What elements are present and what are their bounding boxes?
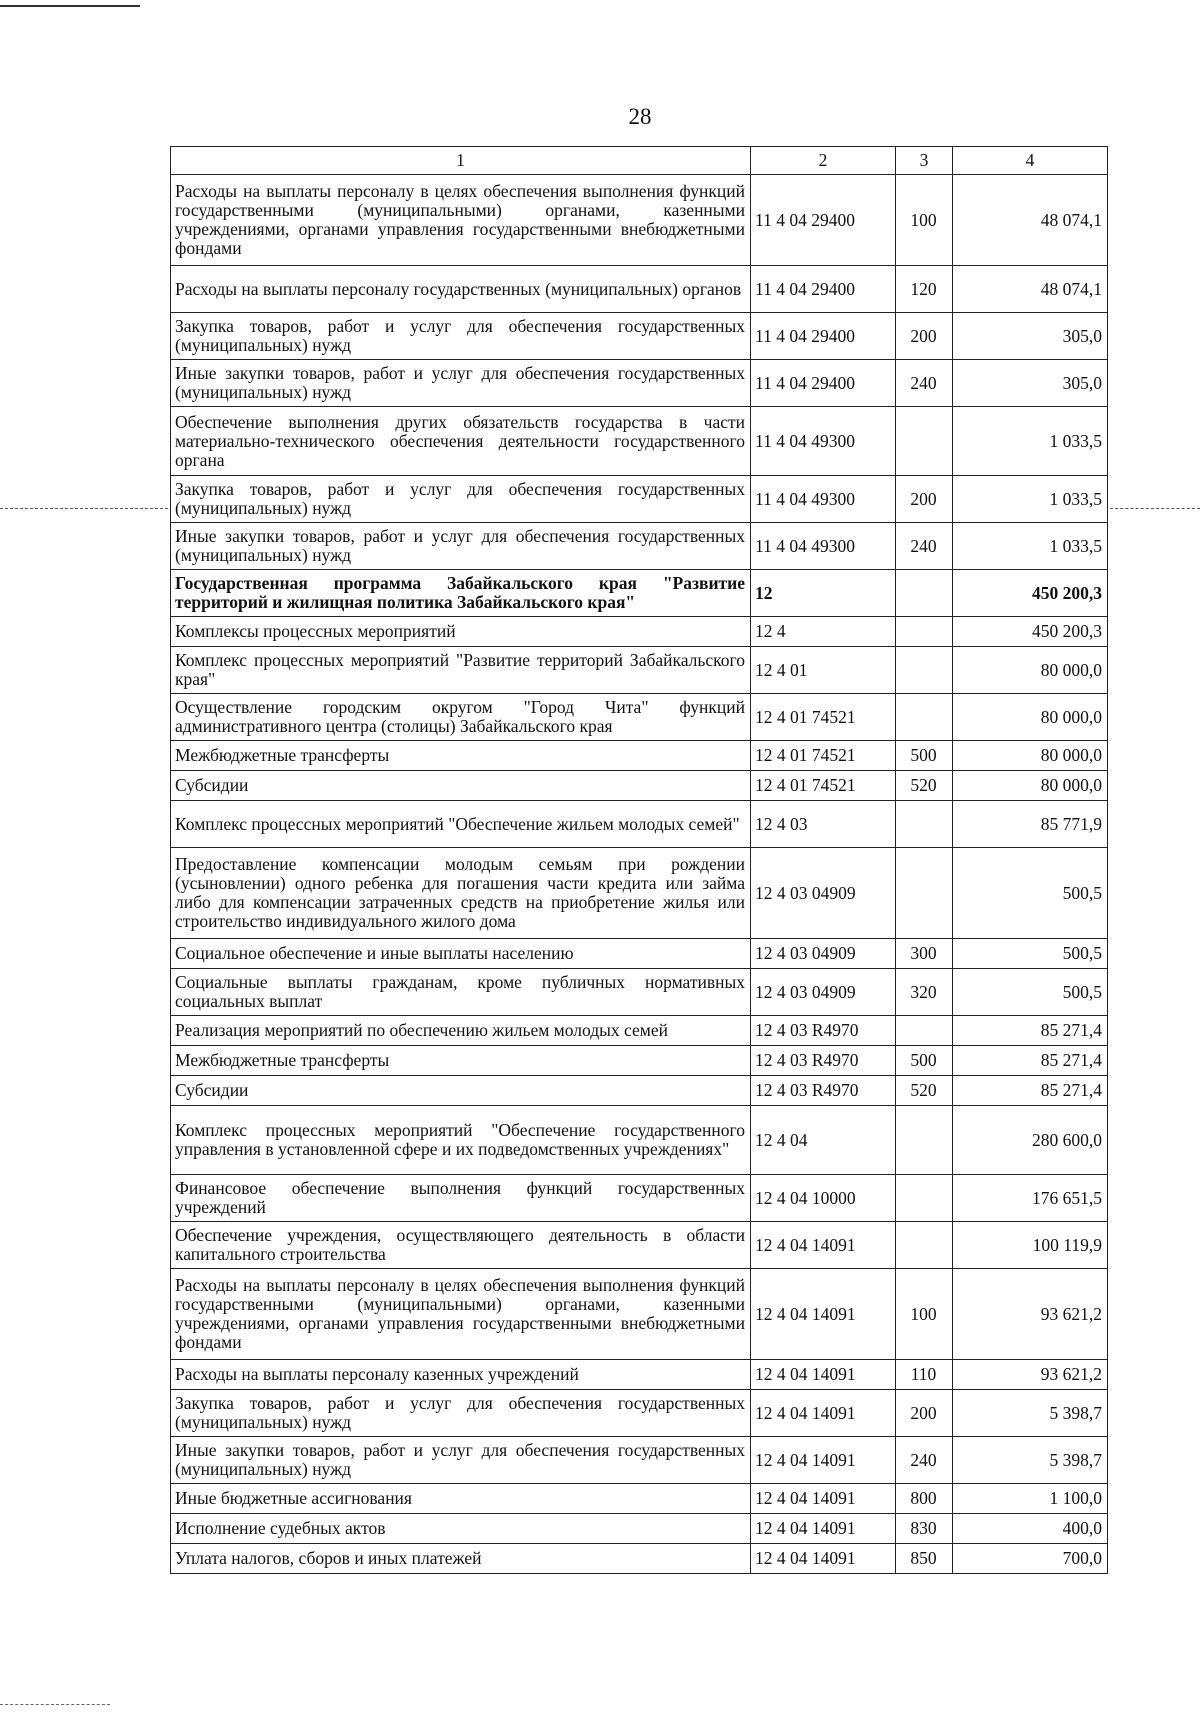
row-amount-cell: 5 398,7 (953, 1437, 1108, 1484)
row-code-cell: 12 4 01 74521 (751, 771, 896, 801)
row-code-cell: 12 4 04 10000 (751, 1175, 896, 1222)
row-amount-cell: 80 000,0 (953, 771, 1108, 801)
row-amount-cell: 80 000,0 (953, 694, 1108, 741)
row-code-cell: 12 4 03 04909 (751, 939, 896, 969)
row-code-cell: 12 4 03 R4970 (751, 1016, 896, 1046)
row-code-cell: 11 4 04 49300 (751, 407, 896, 476)
table-row (171, 771, 1108, 801)
row-code-cell: 12 4 03 R4970 (751, 1076, 896, 1106)
row-expense-type-cell: 300 (896, 939, 953, 969)
row-code-cell: 12 4 (751, 617, 896, 647)
column-header-expense-type: 3 (896, 147, 953, 175)
table-row (171, 360, 1108, 407)
row-name-cell: Осуществление городским округом "Город Чита" функций административного центра (столицы) Забайкальского края (171, 694, 751, 741)
row-name-cell: Комплексы процессных мероприятий (171, 617, 751, 647)
row-name-cell: Расходы на выплаты персоналу казенных учреждений (171, 1360, 751, 1390)
scan-artifact-dashed-line-left (0, 508, 168, 509)
row-amount-cell: 93 621,2 (953, 1269, 1108, 1360)
row-name-cell: Реализация мероприятий по обеспечению жильем молодых семей (171, 1016, 751, 1046)
row-name-cell: Закупка товаров, работ и услуг для обеспечения государственных (муниципальных) нужд (171, 476, 751, 523)
row-amount-cell: 1 033,5 (953, 523, 1108, 570)
row-name-cell: Иные бюджетные ассигнования (171, 1484, 751, 1514)
row-expense-type-cell: 100 (896, 1269, 953, 1360)
table-row (171, 1106, 1108, 1175)
row-expense-type-cell: 240 (896, 1437, 953, 1484)
row-code-cell: 12 4 04 (751, 1106, 896, 1175)
row-name-cell: Межбюджетные трансферты (171, 1046, 751, 1076)
row-code-cell: 12 4 04 14091 (751, 1390, 896, 1437)
row-amount-cell: 5 398,7 (953, 1390, 1108, 1437)
row-name-cell: Исполнение судебных актов (171, 1514, 751, 1544)
row-name-cell: Расходы на выплаты персоналу в целях обеспечения выполнения функций государственными (муниципальными) органами, казенными учреждениями, органами управления государственными внебюджетными фондами (171, 1269, 751, 1360)
row-name-cell: Комплекс процессных мероприятий "Развитие территорий Забайкальского края" (171, 647, 751, 694)
row-expense-type-cell: 830 (896, 1514, 953, 1544)
row-amount-cell: 48 074,1 (953, 175, 1108, 266)
row-expense-type-cell: 520 (896, 771, 953, 801)
table-row (171, 1484, 1108, 1514)
row-name-cell: Иные закупки товаров, работ и услуг для обеспечения государственных (муниципальных) нужд (171, 360, 751, 407)
row-code-cell: 11 4 04 29400 (751, 175, 896, 266)
table-row (171, 694, 1108, 741)
table-row (171, 1514, 1108, 1544)
row-expense-type-cell: 200 (896, 476, 953, 523)
row-code-cell: 12 4 04 14091 (751, 1269, 896, 1360)
row-code-cell: 12 4 03 04909 (751, 848, 896, 939)
row-code-cell: 11 4 04 29400 (751, 313, 896, 360)
row-expense-type-cell: 100 (896, 175, 953, 266)
table-row (171, 1076, 1108, 1106)
row-name-cell: Социальные выплаты гражданам, кроме публичных нормативных социальных выплат (171, 969, 751, 1016)
row-name-cell: Обеспечение учреждения, осуществляющего деятельность в области капитального строительства (171, 1222, 751, 1269)
row-expense-type-cell: 110 (896, 1360, 953, 1390)
row-expense-type-cell: 120 (896, 266, 953, 313)
row-amount-cell: 85 271,4 (953, 1016, 1108, 1046)
row-expense-type-cell (896, 1106, 953, 1175)
row-code-cell: 12 4 04 14091 (751, 1222, 896, 1269)
table-row (171, 969, 1108, 1016)
table-row (171, 266, 1108, 313)
table-row (171, 741, 1108, 771)
table-row (171, 801, 1108, 848)
table-row (171, 476, 1108, 523)
row-amount-cell: 1 033,5 (953, 476, 1108, 523)
table-row (171, 1390, 1108, 1437)
column-header-code: 2 (751, 147, 896, 175)
row-amount-cell: 305,0 (953, 360, 1108, 407)
row-name-cell: Иные закупки товаров, работ и услуг для обеспечения государственных (муниципальных) нужд (171, 1437, 751, 1484)
row-expense-type-cell: 520 (896, 1076, 953, 1106)
row-amount-cell: 85 271,4 (953, 1046, 1108, 1076)
table-row (171, 313, 1108, 360)
column-header-name: 1 (171, 147, 751, 175)
table-row (171, 617, 1108, 647)
row-expense-type-cell (896, 801, 953, 848)
table-row (171, 1360, 1108, 1390)
row-name-cell: Субсидии (171, 1076, 751, 1106)
table-row (171, 939, 1108, 969)
row-name-cell: Комплекс процессных мероприятий "Обеспечение жильем молодых семей" (171, 801, 751, 848)
row-expense-type-cell: 200 (896, 313, 953, 360)
row-code-cell: 11 4 04 29400 (751, 266, 896, 313)
row-amount-cell: 93 621,2 (953, 1360, 1108, 1390)
row-expense-type-cell: 500 (896, 1046, 953, 1076)
table-row (171, 1544, 1108, 1574)
row-expense-type-cell: 320 (896, 969, 953, 1016)
table-body (171, 175, 1108, 1574)
row-amount-cell: 85 271,4 (953, 1076, 1108, 1106)
row-expense-type-cell (896, 407, 953, 476)
table-row (171, 647, 1108, 694)
row-code-cell: 12 4 04 14091 (751, 1437, 896, 1484)
row-expense-type-cell: 850 (896, 1544, 953, 1574)
row-expense-type-cell: 240 (896, 360, 953, 407)
row-code-cell: 11 4 04 49300 (751, 476, 896, 523)
row-name-cell: Уплата налогов, сборов и иных платежей (171, 1544, 751, 1574)
row-amount-cell: 500,5 (953, 969, 1108, 1016)
row-amount-cell: 100 119,9 (953, 1222, 1108, 1269)
row-code-cell: 12 (751, 570, 896, 617)
table-row (171, 523, 1108, 570)
table-row (171, 1437, 1108, 1484)
scan-artifact-bottom-line (0, 1704, 110, 1705)
table-row (171, 1046, 1108, 1076)
row-name-cell: Социальное обеспечение и иные выплаты населению (171, 939, 751, 969)
row-amount-cell: 80 000,0 (953, 741, 1108, 771)
row-name-cell: Комплекс процессных мероприятий "Обеспечение государственного управления в установленной сфере и их подведомственных учреждениях" (171, 1106, 751, 1175)
row-name-cell: Закупка товаров, работ и услуг для обеспечения государственных (муниципальных) нужд (171, 1390, 751, 1437)
scan-artifact-dashed-line-right (1110, 508, 1200, 509)
row-name-cell: Предоставление компенсации молодым семьям при рождении (усыновлении) одного ребенка для погашения части кредита или займа либо для компенсации затраченных средств на приобретение жилья или строительство индивидуального жилого дома (171, 848, 751, 939)
row-amount-cell: 450 200,3 (953, 617, 1108, 647)
table-row (171, 1175, 1108, 1222)
row-amount-cell: 305,0 (953, 313, 1108, 360)
row-expense-type-cell (896, 570, 953, 617)
row-name-cell: Субсидии (171, 771, 751, 801)
row-code-cell: 12 4 01 74521 (751, 694, 896, 741)
table-row (171, 1016, 1108, 1046)
table-row (171, 407, 1108, 476)
row-name-cell: Государственная программа Забайкальского края "Развитие территорий и жилищная политика Забайкальского края" (171, 570, 751, 617)
row-code-cell: 12 4 03 (751, 801, 896, 848)
row-amount-cell: 1 100,0 (953, 1484, 1108, 1514)
row-expense-type-cell: 240 (896, 523, 953, 570)
budget-table (170, 146, 1108, 1574)
row-expense-type-cell (896, 1016, 953, 1046)
row-expense-type-cell: 200 (896, 1390, 953, 1437)
column-header-amount: 4 (953, 147, 1108, 175)
row-code-cell: 12 4 03 R4970 (751, 1046, 896, 1076)
row-amount-cell: 176 651,5 (953, 1175, 1108, 1222)
row-expense-type-cell (896, 848, 953, 939)
row-amount-cell: 48 074,1 (953, 266, 1108, 313)
row-name-cell: Финансовое обеспечение выполнения функций государственных учреждений (171, 1175, 751, 1222)
row-expense-type-cell (896, 1222, 953, 1269)
row-amount-cell: 500,5 (953, 939, 1108, 969)
row-amount-cell: 450 200,3 (953, 570, 1108, 617)
row-code-cell: 12 4 01 (751, 647, 896, 694)
row-amount-cell: 500,5 (953, 848, 1108, 939)
table-row (171, 1269, 1108, 1360)
page-number: 28 (628, 104, 652, 129)
row-code-cell: 12 4 04 14091 (751, 1514, 896, 1544)
table-row (171, 1222, 1108, 1269)
row-code-cell: 12 4 04 14091 (751, 1360, 896, 1390)
table-row (171, 175, 1108, 266)
table-row (171, 848, 1108, 939)
row-name-cell: Расходы на выплаты персоналу в целях обеспечения выполнения функций государственными (муниципальными) органами, казенными учреждениями, органами управления государственными внебюджетными фондами (171, 175, 751, 266)
row-expense-type-cell: 800 (896, 1484, 953, 1514)
row-code-cell: 12 4 04 14091 (751, 1484, 896, 1514)
row-expense-type-cell (896, 647, 953, 694)
row-amount-cell: 80 000,0 (953, 647, 1108, 694)
scan-artifact-top-line (0, 5, 140, 7)
row-name-cell: Расходы на выплаты персоналу государственных (муниципальных) органов (171, 266, 751, 313)
row-amount-cell: 85 771,9 (953, 801, 1108, 848)
row-code-cell: 11 4 04 49300 (751, 523, 896, 570)
row-name-cell: Межбюджетные трансферты (171, 741, 751, 771)
row-code-cell: 12 4 01 74521 (751, 741, 896, 771)
table-row (171, 570, 1108, 617)
row-name-cell: Закупка товаров, работ и услуг для обеспечения государственных (муниципальных) нужд (171, 313, 751, 360)
row-name-cell: Обеспечение выполнения других обязательств государства в части материально-технического обеспечения деятельности государственного органа (171, 407, 751, 476)
row-name-cell: Иные закупки товаров, работ и услуг для обеспечения государственных (муниципальных) нужд (171, 523, 751, 570)
row-code-cell: 12 4 03 04909 (751, 969, 896, 1016)
row-expense-type-cell (896, 1175, 953, 1222)
row-expense-type-cell: 500 (896, 741, 953, 771)
row-amount-cell: 280 600,0 (953, 1106, 1108, 1175)
row-expense-type-cell (896, 694, 953, 741)
row-amount-cell: 1 033,5 (953, 407, 1108, 476)
row-code-cell: 11 4 04 29400 (751, 360, 896, 407)
row-expense-type-cell (896, 617, 953, 647)
row-code-cell: 12 4 04 14091 (751, 1544, 896, 1574)
row-amount-cell: 700,0 (953, 1544, 1108, 1574)
table-header-row (171, 147, 1108, 175)
row-amount-cell: 400,0 (953, 1514, 1108, 1544)
